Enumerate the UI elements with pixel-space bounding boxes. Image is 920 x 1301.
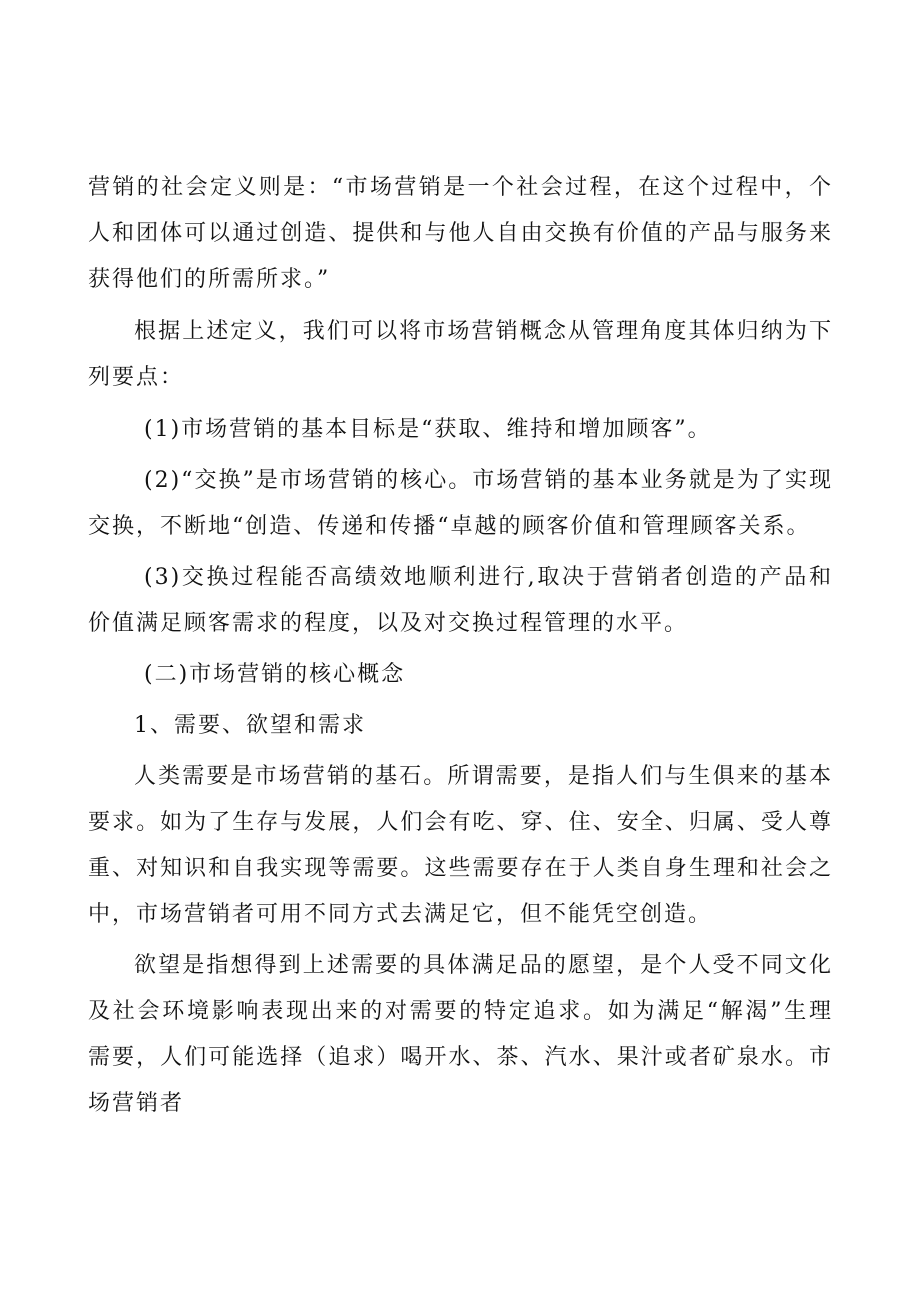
list-item-point-2: (2)“交换”是市场营销的核心。市场营销的基本业务就是为了实现交换，不断地“创造、传递和传播“卓越的顾客价值和管理顾客关系。	[88, 468, 833, 539]
paragraph-social-definition: 营销的社会定义则是：“市场营销是一个社会过程，在这个过程中，个人和团体可以通过创造、提供和与他人自由交换有价值的产品与服务来获得他们的所需所求。”	[88, 175, 833, 292]
subsection-heading-needs-wants-demands: 1、需要、欲望和需求	[134, 713, 366, 738]
paragraph-wants: 欲望是指想得到上述需要的具体满足品的愿望，是个人受不同文化及社会环境影响表现出来的对需要的特定追求。如为满足“解渴”生理需要，人们可能选择（追求）喝开水、茶、汽水、果汁或者矿泉水。市场营销者	[88, 953, 833, 1116]
section-heading-core-concepts: (二)市场营销的核心概念	[144, 662, 406, 687]
paragraph-summary-intro: 根据上述定义，我们可以将市场营销概念从管理角度其体归纳为下列要点：	[88, 319, 833, 390]
list-item-point-1: (1)市场营销的基本目标是“获取、维持和增加顾客”。	[144, 417, 712, 442]
paragraph-human-needs: 人类需要是市场营销的基石。所谓需要，是指人们与生俱来的基本要求。如为了生存与发展，人们会有吃、穿、住、安全、归属、受人尊重、对知识和自我实现等需要。这些需要存在于人类自身生理和社会之中，市场营销者可用不同方式去满足它，但不能凭空创造。	[88, 764, 833, 927]
list-item-point-3: (3)交换过程能否高绩效地顺利进行,取决于营销者创造的产品和价值满足顾客需求的程度，以及对交换过程管理的水平。	[88, 565, 833, 636]
document-body	[88, 165, 833, 1132]
